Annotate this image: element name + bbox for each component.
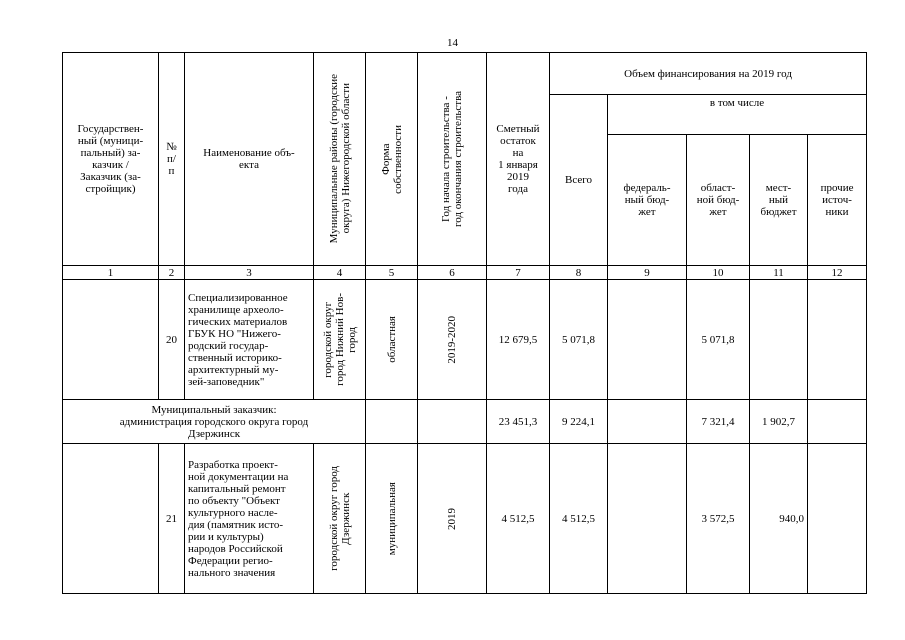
column-number: 10 — [687, 266, 750, 280]
cell-local: 940,0 — [750, 444, 808, 594]
cell-balance: 23 451,3 — [487, 400, 550, 444]
cell-local: 1 902,7 — [750, 400, 808, 444]
cell-balance: 4 512,5 — [487, 444, 550, 594]
column-number: 8 — [550, 266, 608, 280]
header-ownership-text: Форма собственности — [379, 124, 404, 194]
cell-ownership-text: муниципальная — [385, 481, 398, 556]
cell-federal — [608, 444, 687, 594]
header-customer: Государствен- ный (муници- пальный) за- казчик / Заказчик (за- стройщик) — [63, 53, 159, 266]
cell-ownership — [366, 280, 418, 400]
column-number: 3 — [185, 266, 314, 280]
column-number: 9 — [608, 266, 687, 280]
cell-total: 5 071,8 — [550, 280, 608, 400]
cell-total: 9 224,1 — [550, 400, 608, 444]
cell-regional: 7 321,4 — [687, 400, 750, 444]
cell-ownership-text: областная — [385, 316, 398, 363]
column-number: 7 — [487, 266, 550, 280]
cell-num: 20 — [159, 280, 185, 400]
table-row-group — [63, 400, 867, 444]
column-number: 6 — [418, 266, 487, 280]
header-total: Всего — [550, 95, 608, 266]
cell-years-text: 2019-2020 — [446, 315, 458, 364]
funding-table — [62, 52, 867, 594]
header-object: Наименование объ- екта — [185, 53, 314, 266]
cell-other — [808, 444, 867, 594]
cell-ownership — [366, 444, 418, 594]
cell-object-name: Разработка проект- ной документации на капитальный ремонт по объекту "Объект культурного насле- дия (памятник исто- рии и культуры) народов Российской Федерации регио- нального значения — [185, 444, 314, 594]
header-num: № п/ п — [159, 53, 185, 266]
cell-customer — [63, 444, 159, 594]
header-years-text: Год начала строительства - год окончания строительства — [440, 91, 464, 227]
cell-num: 21 — [159, 444, 185, 594]
cell-years — [418, 280, 487, 400]
column-number: 12 — [808, 266, 867, 280]
cell-years — [418, 400, 487, 444]
cell-balance: 12 679,5 — [487, 280, 550, 400]
cell-district — [314, 444, 366, 594]
page-number: 14 — [447, 37, 458, 49]
table-row — [63, 444, 867, 594]
cell-total: 4 512,5 — [550, 444, 608, 594]
column-number: 2 — [159, 266, 185, 280]
cell-district — [314, 280, 366, 400]
header-including: в том числе — [608, 95, 867, 135]
cell-years-text: 2019 — [446, 507, 458, 530]
cell-customer — [63, 280, 159, 400]
column-number: 11 — [750, 266, 808, 280]
header-district — [314, 53, 366, 266]
table-row — [63, 280, 867, 400]
cell-federal — [608, 400, 687, 444]
cell-district-text: городской округ город Дзержинск — [327, 466, 352, 571]
header-district-text: Муниципальные районы (городские округа) Нижегородской области — [327, 74, 352, 244]
cell-ownership — [366, 400, 418, 444]
header-regional: област- ной бюд- жет — [687, 135, 750, 266]
column-number: 5 — [366, 266, 418, 280]
header-ownership — [366, 53, 418, 266]
cell-federal — [608, 280, 687, 400]
group-customer-label: Муниципальный заказчик: администрация городского округа город Дзержинск — [63, 400, 366, 444]
cell-regional: 3 572,5 — [687, 444, 750, 594]
cell-object-name: Специализированное хранилище археоло- гических материалов ГБУК НО "Нижего- родский государ- ственный историко- архитектурный му- зей-заповедник" — [185, 280, 314, 400]
header-years — [418, 53, 487, 266]
header-other: прочие источ- ники — [808, 135, 867, 266]
header-local: мест- ный бюджет — [750, 135, 808, 266]
cell-local — [750, 280, 808, 400]
header-balance: Сметный остаток на 1 января 2019 года — [487, 53, 550, 266]
cell-district-text: городской округ город Нижний Нов- город — [321, 293, 358, 386]
column-number: 1 — [63, 266, 159, 280]
column-number: 4 — [314, 266, 366, 280]
cell-other — [808, 280, 867, 400]
header-federal: федераль- ный бюд- жет — [608, 135, 687, 266]
cell-other — [808, 400, 867, 444]
header-funding: Объем финансирования на 2019 год — [550, 53, 867, 95]
cell-years — [418, 444, 487, 594]
cell-regional: 5 071,8 — [687, 280, 750, 400]
